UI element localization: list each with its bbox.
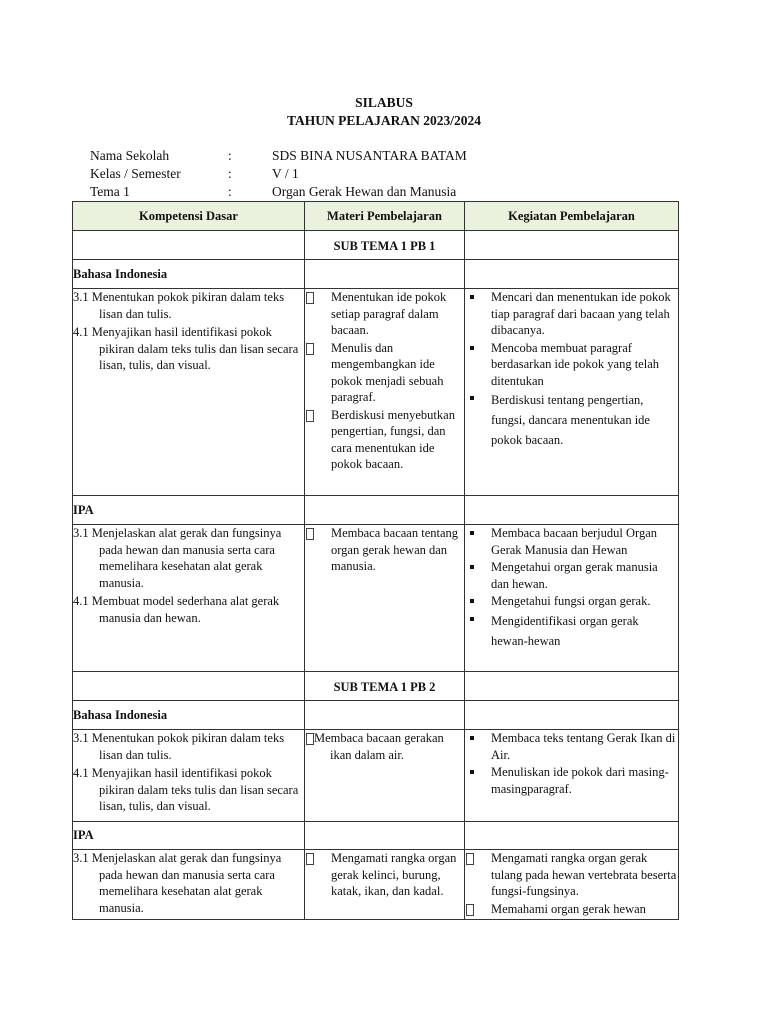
materi-cell	[305, 289, 465, 496]
kegiatan-cell	[465, 850, 679, 920]
materi-text: Mengamati rangka organ gerak kelinci, burung, katak, ikan, dan kadal.	[331, 851, 457, 898]
info-label: Kelas / Semester	[90, 166, 181, 181]
info-separator: :	[228, 184, 232, 199]
empty-cell	[305, 496, 465, 525]
content-row	[73, 850, 679, 920]
content-row	[73, 525, 679, 672]
checkbox-glyph-icon	[306, 343, 314, 355]
info-label: Nama Sekolah	[90, 148, 170, 163]
empty-cell	[465, 260, 679, 289]
kegiatan-item	[465, 730, 678, 763]
document-title: SILABUS	[355, 95, 413, 110]
kegiatan-text: Mengetahui organ gerak manusia dan hewan.	[491, 560, 658, 591]
kegiatan-item	[465, 289, 678, 339]
checkbox-glyph-icon	[306, 733, 314, 745]
subject-row	[73, 260, 679, 289]
kompetensi-cell	[73, 289, 305, 496]
subject-row	[73, 701, 679, 730]
column-header-kegiatan: Kegiatan Pembelajaran	[465, 202, 679, 231]
bullet-icon	[470, 396, 474, 400]
content-row	[73, 289, 679, 496]
info-row-school	[90, 147, 467, 165]
empty-cell	[305, 260, 465, 289]
checkbox-glyph-icon	[306, 853, 314, 865]
kegiatan-cell	[465, 289, 679, 496]
checkbox-glyph-icon	[306, 528, 314, 540]
bullet-icon	[470, 599, 474, 603]
materi-text: Berdiskusi menyebutkan pengertian, fungsi, dan cara menentukan ide pokok bacaan.	[331, 407, 455, 471]
checkbox-glyph-icon	[306, 292, 314, 304]
kegiatan-item	[465, 525, 678, 558]
table-header-row	[73, 202, 679, 231]
kegiatan-text: Mencari dan menentukan ide pokok tiap paragraf dari bacaan yang telah dibacanya.	[491, 290, 671, 337]
kompetensi-item: 3.1 Menentukan pokok pikiran dalam teks lisan dan tulis.	[73, 731, 285, 762]
kegiatan-item	[465, 390, 678, 450]
kegiatan-text: Mencoba membuat paragraf berdasarkan ide pokok yang telah ditentukan	[491, 340, 659, 388]
kegiatan-text: Mengidentifikasi organ gerak hewan-hewan	[491, 613, 639, 648]
materi-text: ikan dalam air.	[330, 747, 404, 762]
info-separator: :	[228, 148, 232, 163]
kegiatan-text: Membaca bacaan berjudul Organ Gerak Manusia dan Hewan	[491, 526, 658, 557]
empty-cell	[305, 701, 465, 730]
kegiatan-item	[465, 901, 678, 918]
info-row-class	[90, 165, 467, 183]
kegiatan-item	[465, 850, 678, 900]
kompetensi-item: 4.1 Membuat model sederhana alat gerak manusia dan hewan.	[73, 594, 280, 625]
materi-text: Menentukan ide pokok setiap paragraf dalam bacaan.	[331, 290, 447, 337]
info-label: Tema 1	[90, 184, 130, 199]
materi-item	[305, 340, 464, 406]
info-value: SDS BINA NUSANTARA BATAM	[272, 148, 467, 163]
materi-cell	[305, 525, 465, 672]
materi-item	[305, 730, 464, 763]
subject-label: Bahasa Indonesia	[73, 701, 305, 730]
column-header-materi: Materi Pembelajaran	[305, 202, 465, 231]
kegiatan-item	[465, 559, 678, 592]
materi-item	[305, 289, 464, 339]
school-info	[90, 147, 467, 201]
bullet-icon	[470, 617, 474, 621]
info-separator: :	[228, 166, 232, 181]
kompetensi-item: 4.1 Menyajikan hasil identifikasi pokok pikiran dalam teks tulis dan lisan secara lisan, tulis, dan visual.	[73, 766, 299, 813]
empty-cell	[73, 231, 305, 260]
bullet-icon	[470, 295, 474, 299]
document-subtitle: TAHUN PELAJARAN 2023/2024	[286, 113, 481, 128]
bullet-icon	[470, 565, 474, 569]
empty-cell	[305, 822, 465, 850]
kegiatan-text: Mengetahui fungsi organ gerak.	[491, 594, 651, 608]
kompetensi-item: 3.1 Menjelaskan alat gerak dan fungsinya pada hewan dan manusia serta cara memelihara kesehatan alat gerak manusia.	[73, 851, 282, 915]
kegiatan-text: Mengamati rangka organ gerak tulang pada hewan vertebrata beserta fungsi-fungsinya.	[491, 851, 677, 898]
syllabus-table	[72, 201, 679, 920]
kegiatan-item	[465, 764, 678, 797]
subtema-label: SUB TEMA 1 PB 2	[305, 672, 465, 701]
kompetensi-item: 3.1 Menentukan pokok pikiran dalam teks lisan dan tulis.	[73, 290, 285, 321]
materi-text: Menulis dan mengembangkan ide pokok menjadi sebuah paragraf.	[331, 340, 444, 404]
materi-item	[305, 525, 464, 575]
kegiatan-text: Menuliskan ide pokok dari masing-masingparagraf.	[491, 765, 669, 796]
kompetensi-cell	[73, 850, 305, 920]
materi-text: Membaca bacaan gerakan	[314, 731, 444, 745]
bullet-icon	[470, 770, 474, 774]
kegiatan-item	[465, 593, 678, 610]
kegiatan-text: Memahami organ gerak hewan	[491, 901, 646, 916]
subject-row	[73, 496, 679, 525]
kompetensi-item: 4.1 Menyajikan hasil identifikasi pokok pikiran dalam teks tulis dan lisan secara lisan, tulis, dan visual.	[73, 325, 299, 372]
kegiatan-text: Berdiskusi tentang pengertian, fungsi, dancara menentukan ide pokok bacaan.	[491, 393, 650, 447]
subtema-row	[73, 231, 679, 260]
subtema-row	[73, 672, 679, 701]
materi-text: Membaca bacaan tentang organ gerak hewan dan manusia.	[331, 526, 459, 573]
column-header-kompetensi: Kompetensi Dasar	[73, 202, 305, 231]
subject-label: Bahasa Indonesia	[73, 260, 305, 289]
info-row-theme	[90, 183, 467, 201]
checkbox-glyph-icon	[466, 853, 474, 865]
info-value: V / 1	[272, 166, 299, 181]
checkbox-glyph-icon	[466, 904, 474, 916]
subject-row	[73, 822, 679, 850]
empty-cell	[465, 496, 679, 525]
empty-cell	[73, 672, 305, 701]
content-row	[73, 730, 679, 822]
checkbox-glyph-icon	[306, 410, 314, 422]
kegiatan-cell	[465, 525, 679, 672]
bullet-icon	[470, 736, 474, 740]
empty-cell	[465, 231, 679, 260]
info-value: Organ Gerak Hewan dan Manusia	[272, 184, 457, 199]
empty-cell	[465, 701, 679, 730]
subject-label: IPA	[73, 822, 305, 850]
kegiatan-item	[465, 611, 678, 651]
bullet-icon	[470, 531, 474, 535]
materi-cell	[305, 850, 465, 920]
materi-item	[305, 850, 464, 900]
subject-label: IPA	[73, 496, 305, 525]
empty-cell	[465, 822, 679, 850]
kompetensi-cell	[73, 730, 305, 822]
materi-item	[305, 407, 464, 473]
kegiatan-item	[465, 340, 678, 390]
subtema-label: SUB TEMA 1 PB 1	[305, 231, 465, 260]
kompetensi-item: 3.1 Menjelaskan alat gerak dan fungsinya pada hewan dan manusia serta cara memelihara kesehatan alat gerak manusia.	[73, 526, 282, 590]
kompetensi-cell	[73, 525, 305, 672]
bullet-icon	[470, 346, 474, 350]
empty-cell	[465, 672, 679, 701]
kegiatan-cell	[465, 730, 679, 822]
materi-cell	[305, 730, 465, 822]
kegiatan-text: Membaca teks tentang Gerak Ikan di Air.	[491, 731, 676, 762]
